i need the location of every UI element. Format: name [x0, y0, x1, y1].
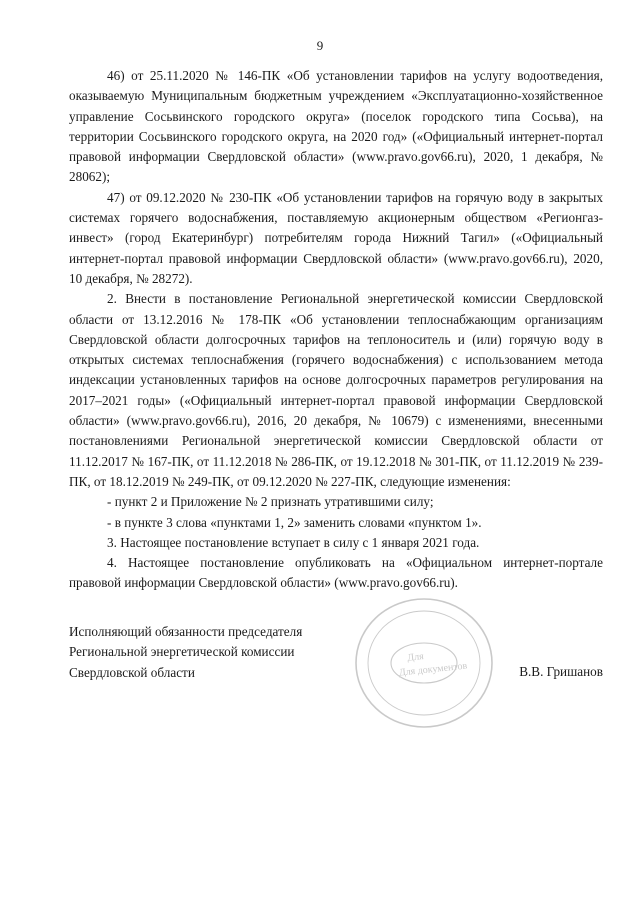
signature-title-line: Исполняющий обязанности председателя	[69, 624, 303, 639]
document-body	[69, 66, 603, 594]
paragraph-clause-4: 4. Настоящее постановление опубликовать на «Официальном интернет-портале правовой информации Свердловской области» (www.pravo.gov66.ru).	[69, 555, 603, 591]
paragraph-change-1: - пункт 2 и Приложение № 2 признать утратившими силу;	[107, 494, 434, 510]
signature-block	[69, 622, 603, 686]
signatory-name: В.В. Гришанов	[519, 664, 603, 679]
signature-title-line: Свердловской области	[69, 664, 195, 680]
paragraph-clause-3: 3. Настоящее постановление вступает в силу с 1 января 2021 года.	[107, 534, 480, 550]
stamp-label: Для документов	[398, 660, 468, 679]
paragraph-item-47: 47) от 09.12.2020 № 230-ПК «Об установлении тарифов на горячую воду в закрытых системах горячего водоснабжения, поставляемую акционерным обществом «Регионгаз-инвест» (город Екатеринбург) потребителям города Нижний Тагил» («Официальный интернет-портал правовой информации Свердловской области» (www.pravo.gov66.ru), 2020, 10 декабря, № 28272).	[69, 189, 603, 286]
signature-title	[69, 622, 369, 683]
paragraph-change-2: - в пункте 3 слова «пунктами 1, 2» заменить словами «пунктом 1».	[107, 514, 482, 530]
page-number: 9	[316, 38, 324, 53]
signature-title-line: Региональной энергетической комиссии	[69, 644, 295, 660]
paragraph-clause-2: 2. Внести в постановление Региональной энергетической комиссии Свердловской области от 13.12.2016 № 178-ПК «Об установлении теплоснабжающим организациям Свердловской области долгосрочных тарифов на теплоноситель и (или) горячую воду в открытых системах теплоснабжения (горячего водоснабжения) с использованием метода индексации установленных тарифов на основе долгосрочных параметров регулирования на 2017–2021 годы» («Официальный интернет-портал правовой информации Свердловской области» (www.pravo.gov66.ru), 2016, 20 декабря, № 10679) с изменениями, внесенными постановлениями Региональной энергетической комиссии Свердловской области от 11.12.2017 № 167-ПК, от 11.12.2018 № 286-ПК, от 19.12.2018 № 301-ПК, от 11.12.2019 № 239-ПК, от 18.12.2019 № 249-ПК, от 09.12.2020 № 227-ПК, следующие изменения:	[69, 291, 603, 489]
svg-text:Для: Для	[406, 651, 425, 664]
paragraph-item-46: 46) от 25.11.2020 № 146-ПК «Об установлении тарифов на услугу водоотведения, оказываемую Муниципальным бюджетным учреждением «Эксплуатационно-хозяйственное управление Сосьвинского городского округа» (поселок городского типа Сосьва), на территории Сосьвинского городского округа, на 2020 год» («Официальный интернет-портал правовой информации Свердловской области» (www.pravo.gov66.ru), 2020, 1 декабря, № 28062);	[69, 68, 603, 185]
